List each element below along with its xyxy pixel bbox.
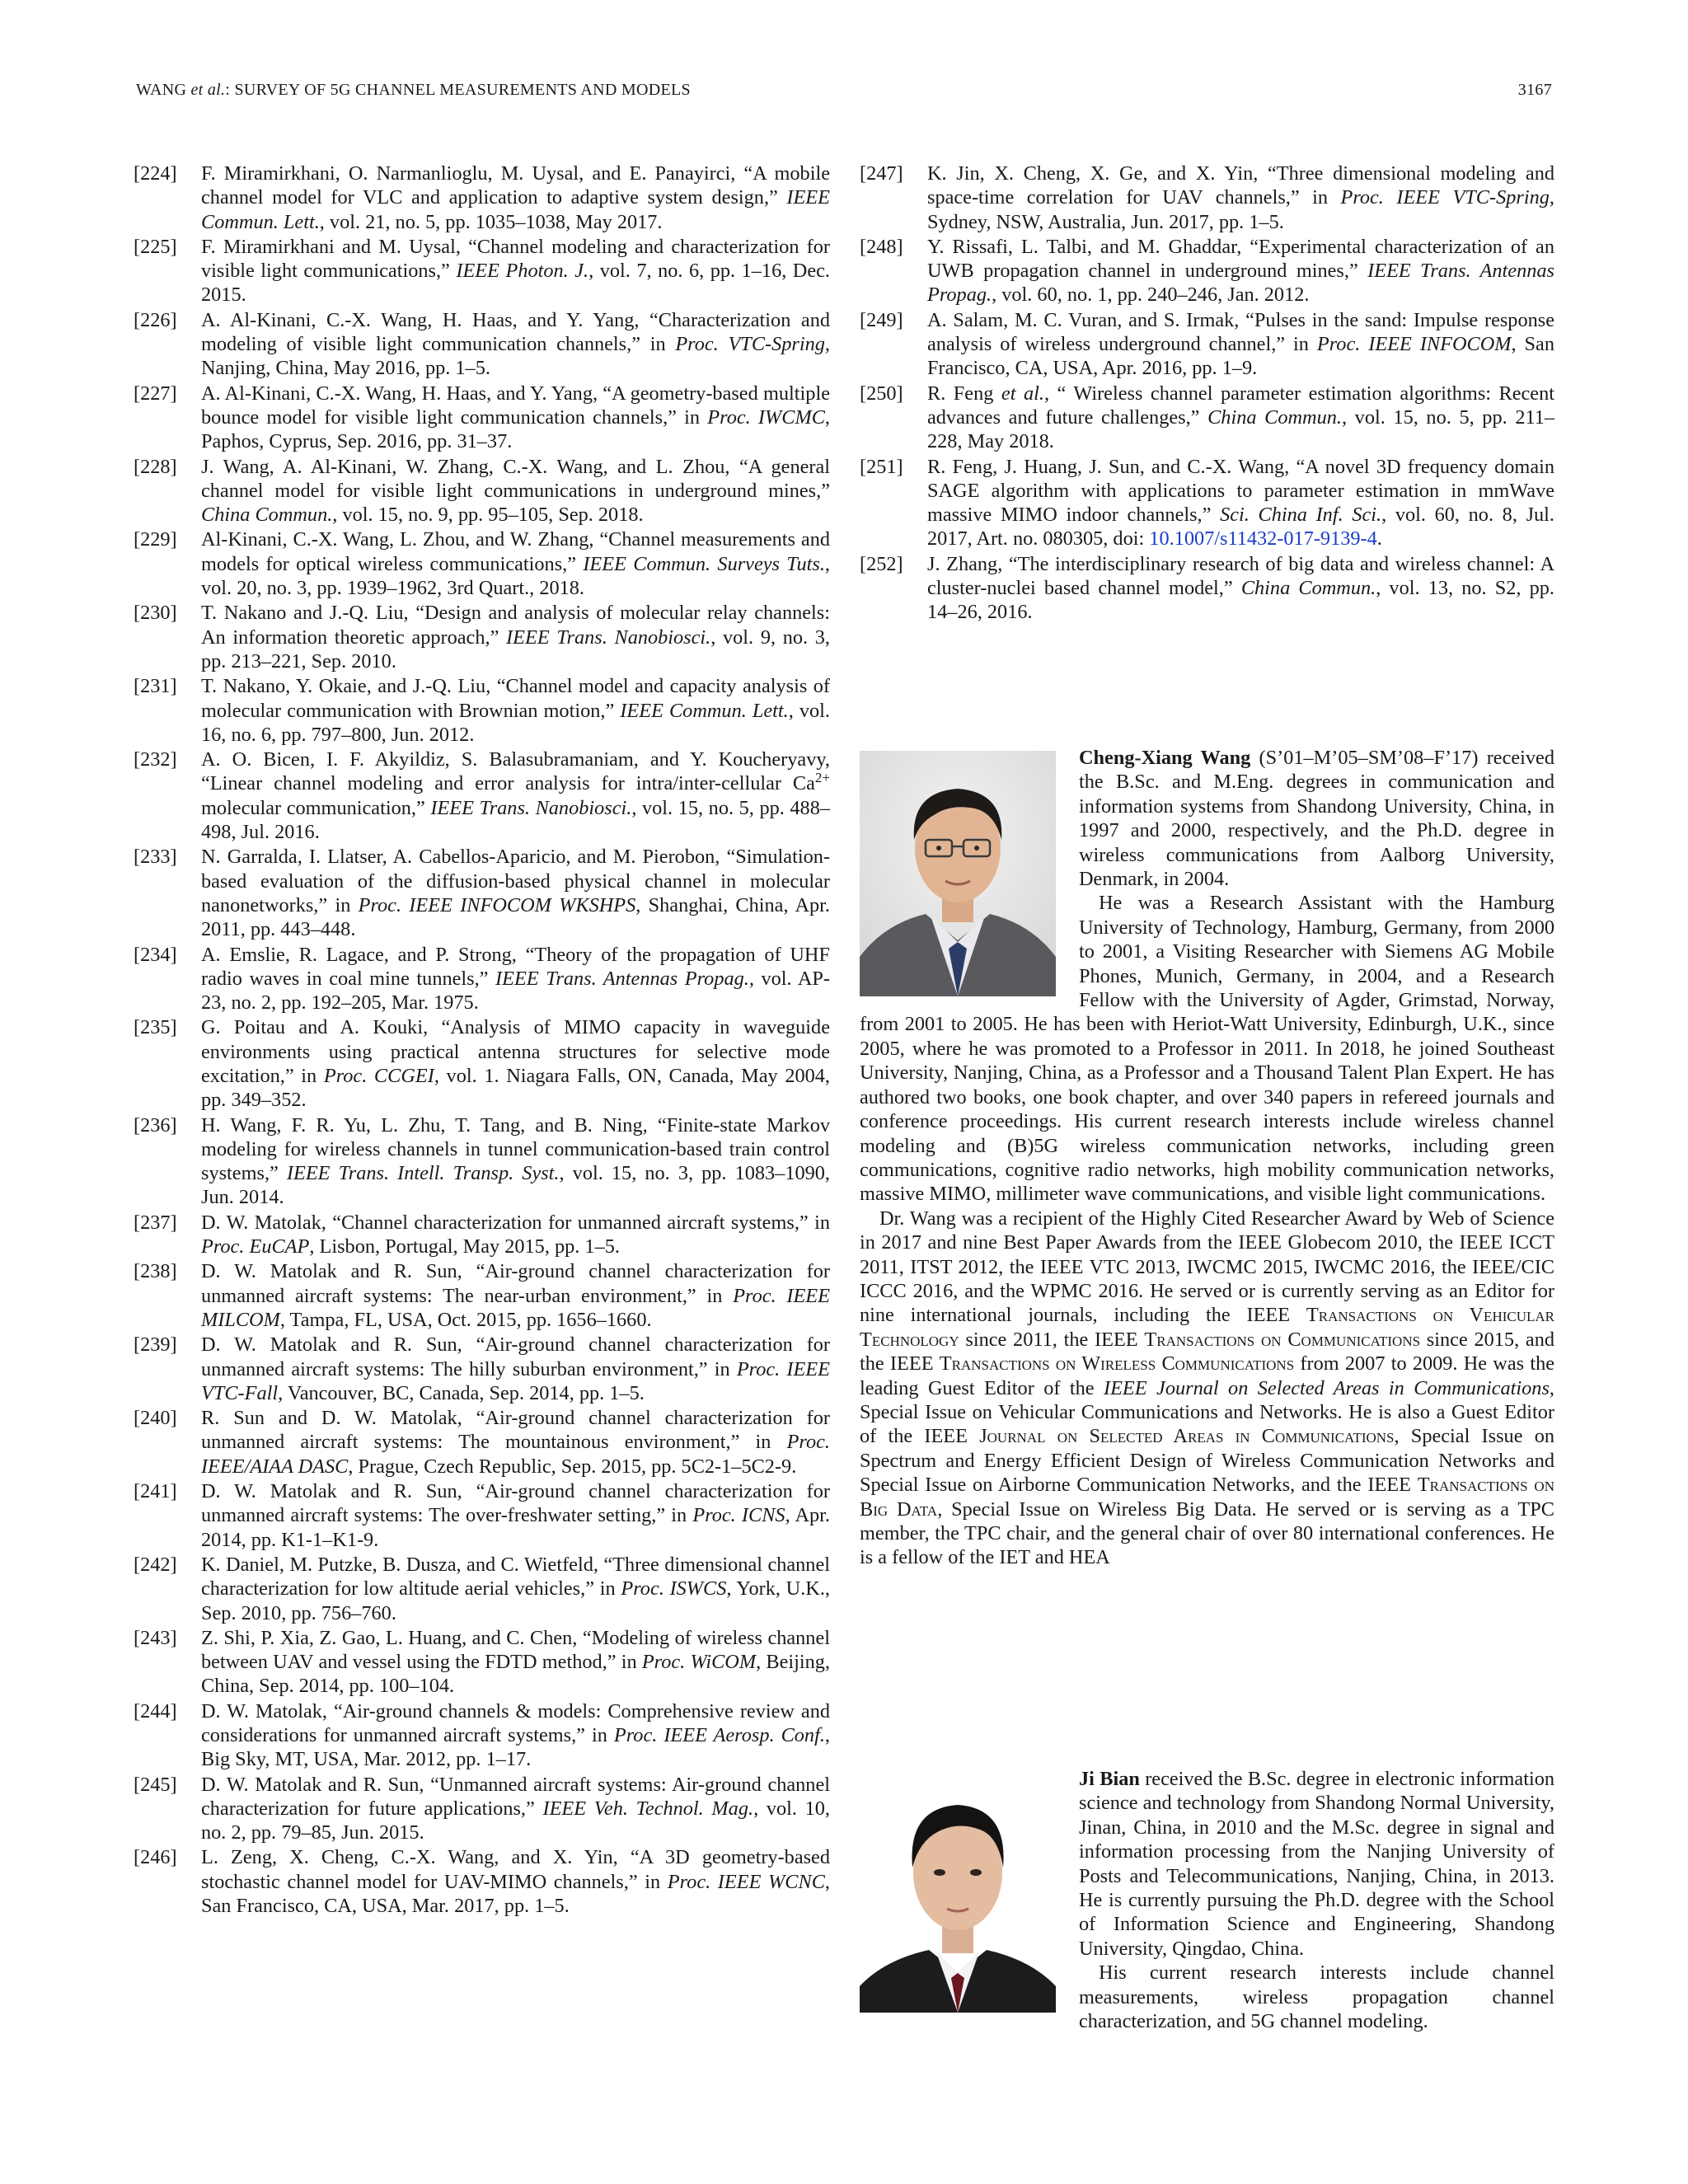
text-run: Proc. IEEE VTC-Fall xyxy=(201,1357,830,1404)
text-run: A. Salam, M. C. Vuran, and S. Irmak, “Pulses in the sand: Impulse response analysis of wireless underground channel,” in xyxy=(927,308,1554,356)
text-run: , San Francisco, CA, USA, Apr. 2016, pp. 1–9. xyxy=(927,333,1554,380)
author-photo-wang xyxy=(860,751,1056,996)
text-run: A. Al-Kinani, C.-X. Wang, H. Haas, and Y. Yang, “A geometry-based multiple bounce model for visible light communication channels,” in xyxy=(201,382,830,429)
reference-number: [237] xyxy=(134,1211,177,1234)
reference-text xyxy=(201,1333,830,1404)
page-number: 3167 xyxy=(1517,81,1552,99)
reference-text xyxy=(201,456,830,527)
text-run: , Special Issue on Vehicular Communications and Networks. He is also a Guest Editor of the IEEE xyxy=(860,1376,1554,1448)
reference-text xyxy=(201,748,830,843)
text-run: F. Miramirkhani and M. Uysal, “Channel modeling and characterization for visible light communications,” xyxy=(201,235,830,283)
text-run: He was a Research Assistant with the Hamburg University of Technology, Hamburg, Germany, from 2000 to 2001, a Visiting Researcher with Siemens AG Mobile Phones, Munich, Germany, in 2004, and a Research Fellow with the University of Agder, Grimstad, Norway, from 2001 to 2005. He has been with Heriot-Watt University, Edinburgh, U.K., since 2005, where he was promoted to a Professor in 2011. In 2018, he joined Southeast University, Nanjing, China, as a Professor and a Thousand Talent Plan Expert. He has authored two books, one book chapter, and over 340 papers in refereed journals and conference proceedings. His current research interests include wireless channel modeling and (B)5G wireless communication networks, including green communications, cognitive radio networks, high mobility communication networks, massive MIMO, millimeter wave communications, and visible light communications. xyxy=(860,892,1554,1206)
text-run: received the B.Sc. degree in electronic information science and technology from Shandong Normal University, Jinan, China, in 2010 and the M.Sc. degree in signal and information processing from the Nanjing University of Posts and Telecommunications, Nanjing, China, in 2013. He is currently pursuing the Ph.D. degree with the School of Information Science and Engineering, Shandong University, Qingdao, China. xyxy=(1079,1768,1554,1960)
text-run: A. Emslie, R. Lagace, and P. Strong, “Theory of the propagation of UHF radio waves in coal mine tunnels,” xyxy=(201,943,830,990)
reference-entry xyxy=(860,235,1554,307)
reference-entry xyxy=(134,1626,830,1699)
reference-text xyxy=(201,1480,830,1551)
author-bio-ji-bian xyxy=(860,1767,1554,2033)
text-run: , vol. 15, no. 9, pp. 95–105, Sep. 2018. xyxy=(332,504,644,527)
reference-text xyxy=(201,382,830,453)
text-run: from 2007 to 2009. He was the leading Guest Editor of the xyxy=(860,1352,1555,1399)
text-run: China Commun. xyxy=(1240,577,1376,600)
text-run: , vol. 21, no. 5, pp. 1035–1038, May 2017. xyxy=(319,210,663,233)
text-run: Z. Shi, P. Xia, Z. Gao, L. Huang, and C. Chen, “Modeling of wireless channel between UAV and vessel using the FDTD method,” in xyxy=(201,1626,830,1674)
reference-number: [247] xyxy=(860,162,903,185)
bio-paragraph xyxy=(860,1207,1554,1570)
reference-entry xyxy=(134,1553,830,1625)
text-run: Proc. IEEE/AIAA DASC xyxy=(201,1431,830,1478)
text-run: Ji Bian xyxy=(1079,1768,1140,1790)
reference-text xyxy=(201,602,830,673)
reference-entry xyxy=(134,748,830,844)
text-run: Proc. IEEE VTC-Spring xyxy=(1340,186,1550,209)
text-run: , Apr. 2014, pp. K1-1–K1-9. xyxy=(201,1504,830,1551)
text-run: (S’01–M’05–SM’08–F’17) received the B.Sc. and M.Eng. degrees in communication and information systems from Shandong University, China, in 1997 and 2000, respectively, and the Ph.D. degree in wireless communications from Aalborg University, Denmark, in 2004. xyxy=(1079,747,1554,891)
text-run: since 2015, and the IEEE xyxy=(860,1328,1554,1376)
text-run: D. W. Matolak, “Channel characterization for unmanned aircraft systems,” in xyxy=(201,1211,830,1234)
reference-entry xyxy=(860,308,1554,381)
reference-text xyxy=(201,944,830,1015)
text-run: IEEE Trans. Antennas Propag. xyxy=(927,260,1554,307)
text-run: Transactions on Big Data xyxy=(860,1474,1554,1521)
text-run: , Paphos, Cyprus, Sep. 2016, pp. 31–37. xyxy=(201,405,830,453)
text-run: IEEE Commun. Surveys Tuts. xyxy=(583,552,825,575)
text-run: , Beijing, China, Sep. 2014, pp. 100–104. xyxy=(201,1651,830,1698)
text-run: Sci. China Inf. Sci. xyxy=(1220,504,1382,527)
reference-entry xyxy=(134,1259,830,1332)
text-run: IEEE Veh. Technol. Mag. xyxy=(542,1797,754,1820)
text-run: Proc. IEEE Aerosp. Conf. xyxy=(613,1724,825,1746)
reference-entry xyxy=(134,943,830,1015)
reference-entry xyxy=(134,162,830,234)
text-run: IEEE Commun. Lett. xyxy=(620,699,789,722)
text-run: H. Wang, F. R. Yu, L. Zhu, T. Tang, and B. Ning, “Finite-state Markov modeling for wireless channels in tunnel communication-based train control systems,” xyxy=(201,1113,830,1185)
text-run: , Prague, Czech Republic, Sep. 2015, pp. 5C2-1–5C2-9. xyxy=(348,1455,797,1478)
text-run: His current research interests include channel measurements, wireless propagation channel characterization, and 5G channel modeling. xyxy=(1079,1961,1554,2033)
text-run: Proc. VTC-Spring xyxy=(675,333,825,356)
reference-entry xyxy=(134,1479,830,1552)
reference-entry xyxy=(134,235,830,307)
reference-number: [246] xyxy=(134,1846,177,1869)
text-run: , Vancouver, BC, Canada, Sep. 2014, pp. 1–5. xyxy=(278,1381,645,1404)
text-run: et al. xyxy=(1001,382,1044,405)
text-run: J. Zhang, “The interdisciplinary research of big data and wireless channel: A cluster-nuclei based channel model,” xyxy=(927,552,1554,600)
text-run: Proc. IEEE INFOCOM xyxy=(1316,333,1512,356)
reference-number: [233] xyxy=(134,846,177,869)
reference-entry xyxy=(860,382,1554,454)
reference-number: [234] xyxy=(134,943,177,966)
reference-number: [225] xyxy=(134,235,177,258)
reference-text xyxy=(201,528,830,599)
text-run: , vol. 7, no. 6, pp. 1–16, Dec. 2015. xyxy=(201,260,830,307)
reference-number: [241] xyxy=(134,1480,177,1503)
text-run: , Tampa, FL, USA, Oct. 2015, pp. 1656–1660. xyxy=(279,1308,652,1331)
reference-text xyxy=(201,1554,830,1624)
text-run: , vol. 20, no. 3, pp. 1939–1962, 3rd Quart., 2018. xyxy=(201,552,830,600)
text-run: 2+ xyxy=(814,770,830,786)
reference-text xyxy=(201,1774,830,1844)
reference-entry xyxy=(134,308,830,381)
text-run: J. Wang, A. Al-Kinani, W. Zhang, C.-X. Wang, and L. Zhou, “A general channel model for visible light communications in underground mines,” xyxy=(201,455,830,502)
text-run: , “ Wireless channel parameter estimation algorithms: Recent advances and future challenges,” xyxy=(927,382,1554,429)
reference-number: [224] xyxy=(134,162,177,185)
text-run: China Commun. xyxy=(201,504,333,527)
text-run: T. Nakano, Y. Okaie, and J.-Q. Liu, “Channel model and capacity analysis of molecular communication with Brownian motion,” xyxy=(201,675,830,722)
reference-text xyxy=(201,309,830,380)
text-run: , vol. 15, no. 3, pp. 1083–1090, Jun. 2014. xyxy=(201,1162,831,1209)
reference-entry xyxy=(134,382,830,454)
text-run: Proc. IEEE MILCOM xyxy=(201,1284,830,1331)
text-run: D. W. Matolak and R. Sun, “Air-ground channel characterization for unmanned aircraft systems: The hilly suburban environment,” in xyxy=(201,1333,830,1380)
reference-text xyxy=(201,1212,830,1258)
reference-number: [243] xyxy=(134,1626,177,1649)
text-run: China Commun. xyxy=(1207,405,1342,429)
reference-text xyxy=(927,162,1554,233)
text-run: T. Nakano and J.-Q. Liu, “Design and analysis of molecular relay channels: An information theoretic approach,” xyxy=(201,602,830,649)
text-run: R. Feng, J. Huang, J. Sun, and C.-X. Wang, “A novel 3D frequency domain SAGE algorithm with applications to parameter estimation in mmWave massive MIMO indoor channels,” xyxy=(927,455,1554,527)
references-left-column xyxy=(134,162,830,1919)
reference-entry xyxy=(134,1699,830,1772)
text-run: , Special Issue on Wireless Big Data. He served or is serving as a TPC member, the TPC chair, and the general chair of over 80 international conferences. He is a fellow of the IET and HEA xyxy=(860,1497,1554,1569)
reference-entry xyxy=(860,162,1554,234)
reference-text xyxy=(927,553,1554,624)
reference-entry xyxy=(134,527,830,600)
references-right-column xyxy=(860,162,1554,626)
text-run: Proc. ISWCS xyxy=(621,1577,727,1601)
text-run: IEEE Trans. Nanobiosci. xyxy=(430,796,632,819)
reference-entry xyxy=(134,601,830,673)
text-run: Proc. IWCMC xyxy=(707,405,825,429)
reference-entry xyxy=(134,1773,830,1845)
reference-number: [239] xyxy=(134,1333,177,1357)
text-run: , vol. 9, no. 3, pp. 213–221, Sep. 2010. xyxy=(201,626,831,673)
text-run: IEEE Trans. Antennas Propag. xyxy=(495,967,749,990)
text-run: . xyxy=(1376,527,1382,551)
text-run: , vol. 60, no. 1, pp. 240–246, Jan. 2012. xyxy=(992,284,1310,307)
reference-number: [249] xyxy=(860,308,903,331)
text-run: Proc. IEEE INFOCOM WKSHPS xyxy=(358,893,636,916)
reference-number: [227] xyxy=(134,382,177,405)
text-run: , Special Issue on Spectrum and Energy Efficient Design of Wireless Communication Networks and Special Issue on Airborne Communication Networks, and the IEEE xyxy=(860,1425,1554,1497)
reference-number: [242] xyxy=(134,1553,177,1576)
reference-text xyxy=(201,1627,830,1698)
reference-number: [228] xyxy=(134,455,177,478)
reference-number: [244] xyxy=(134,1699,177,1722)
reference-number: [248] xyxy=(860,235,903,258)
reference-number: [235] xyxy=(134,1016,177,1039)
reference-entry xyxy=(134,1406,830,1479)
text-run: since 2011, the IEEE xyxy=(959,1328,1145,1351)
text-run: N. Garralda, I. Llatser, A. Cabellos-Aparicio, and M. Pierobon, “Simulation-based evaluation of the diffusion-based physical channel in molecular nanonetworks,” in xyxy=(201,846,830,916)
reference-text xyxy=(201,1700,830,1771)
text-run: , vol. 10, no. 2, pp. 79–85, Jun. 2015. xyxy=(201,1797,831,1844)
reference-number: [236] xyxy=(134,1113,177,1137)
reference-number: [251] xyxy=(860,455,903,478)
text-run: Transactions on Wireless Communications xyxy=(939,1352,1295,1376)
text-run: D. W. Matolak and R. Sun, “Air-ground channel characterization for unmanned aircraft systems: The over-freshwater setting,” in xyxy=(201,1480,830,1527)
text-run: G. Poitau and A. Kouki, “Analysis of MIMO capacity in waveguide environments using practical antenna structures for selective mode excitation,” in xyxy=(201,1016,830,1087)
text-run: , vol. 13, no. S2, pp. 14–26, 2016. xyxy=(927,577,1554,624)
text-run: D. W. Matolak and R. Sun, “Air-ground channel characterization for unmanned aircraft systems: The near-urban environment,” in xyxy=(201,1260,830,1307)
reference-text xyxy=(201,1846,830,1917)
author-bio-cheng-xiang-wang xyxy=(860,746,1554,1570)
text-run: , vol. AP-23, no. 2, pp. 192–205, Mar. 1975. xyxy=(201,967,830,1015)
reference-entry xyxy=(134,1113,830,1210)
reference-entry xyxy=(134,1211,830,1259)
text-run: Proc. EuCAP xyxy=(201,1235,310,1258)
text-run: D. W. Matolak, “Air-ground channels & models: Comprehensive review and considerations for unmanned aircraft systems,” in xyxy=(201,1699,830,1746)
text-run: R. Feng xyxy=(927,382,1001,405)
text-run: IEEE Photon. J. xyxy=(456,260,589,283)
text-run: Proc. CCGEI xyxy=(323,1064,434,1087)
reference-entry xyxy=(134,1015,830,1112)
running-head-title: WANG et al.: SURVEY OF 5G CHANNEL MEASUREMENTS AND MODELS xyxy=(136,81,691,99)
text-run: R. Sun and D. W. Matolak, “Air-ground channel characterization for unmanned aircraft systems: The mountainous environment,” in xyxy=(201,1407,830,1454)
reference-entry xyxy=(134,674,830,747)
author-photo-bian xyxy=(860,1772,1056,2013)
text-run: K. Daniel, M. Putzke, B. Dusza, and C. Wietfeld, “Three dimensional channel characterization for low altitude aerial vehicles,” in xyxy=(201,1553,830,1601)
text-run: , vol. 60, no. 8, Jul. 2017, Art. no. 080305, doi: xyxy=(927,504,1555,551)
reference-entry xyxy=(860,552,1554,625)
reference-number: [240] xyxy=(134,1407,177,1430)
reference-text xyxy=(201,1407,830,1478)
reference-entry xyxy=(134,455,830,527)
text-run: , Shanghai, China, Apr. 2011, pp. 443–448. xyxy=(201,893,830,941)
text-run: , York, U.K., Sep. 2010, pp. 756–760. xyxy=(201,1577,830,1624)
reference-text xyxy=(927,456,1554,551)
text-run: Al-Kinani, C.-X. Wang, L. Zhou, and W. Zhang, “Channel measurements and models for optical wireless communications,” xyxy=(201,528,830,575)
text-run: Cheng-Xiang Wang xyxy=(1079,747,1251,769)
reference-text xyxy=(201,1016,830,1111)
text-run: IEEE Commun. Lett. xyxy=(201,186,830,233)
reference-text xyxy=(201,162,830,233)
text-run: , vol. 16, no. 6, pp. 797–800, Jun. 2012. xyxy=(201,699,830,746)
reference-text xyxy=(201,236,830,307)
reference-text xyxy=(927,309,1554,380)
text-run: Proc. IEEE WCNC xyxy=(667,1870,825,1893)
text-run: Proc. WiCOM xyxy=(641,1651,757,1674)
reference-entry xyxy=(134,845,830,941)
text-run: Transactions on Vehicular Technology xyxy=(860,1304,1555,1351)
text-run: IEEE Journal on Selected Areas in Communications xyxy=(1104,1376,1550,1399)
reference-number: [231] xyxy=(134,675,177,698)
reference-number: [252] xyxy=(860,552,903,575)
reference-number: [226] xyxy=(134,308,177,331)
reference-entry xyxy=(134,1333,830,1405)
reference-text xyxy=(927,382,1554,453)
text-run: A. Al-Kinani, C.-X. Wang, H. Haas, and Y. Yang, “Characterization and modeling of visible light communication channels,” in xyxy=(201,308,830,356)
text-run: , vol. 1. Niagara Falls, ON, Canada, May 2004, pp. 349–352. xyxy=(201,1064,830,1112)
text-run: Journal on Selected Areas in Communications xyxy=(979,1425,1395,1448)
text-run: , vol. 15, no. 5, pp. 488–498, Jul. 2016. xyxy=(201,796,830,844)
text-run: Transactions on Communications xyxy=(1144,1328,1421,1351)
text-run: Dr. Wang was a recipient of the Highly Cited Researcher Award by Web of Science in 2017 and nine Best Paper Awards from the IEEE Globecom 2010, the IEEE ICCT 2011, ITST 2012, the IEEE VTC 2013, IWCMC 2015, IWCMC 2016, the IEEE/CIC ICCC 2016, and the WPMC 2016. He served or is currently serving as an Editor for nine international journals, including the IEEE xyxy=(860,1207,1554,1327)
text-run: A. O. Bicen, I. F. Akyildiz, S. Balasubramaniam, and Y. Koucheryavy, “Linear channel modeling and error analysis for intra/inter-cellular Ca xyxy=(201,748,830,795)
reference-text xyxy=(201,675,830,746)
text-run: IEEE Trans. Nanobiosci. xyxy=(506,626,711,649)
reference-number: [238] xyxy=(134,1260,177,1283)
reference-entry xyxy=(134,1845,830,1918)
reference-number: [230] xyxy=(134,602,177,625)
text-run: Y. Rissafi, L. Talbi, and M. Ghaddar, “Experimental characterization of an UWB propagation channel in underground mines,” xyxy=(927,235,1554,283)
text-run: Proc. ICNS xyxy=(692,1504,785,1527)
text-run: , Big Sky, MT, USA, Mar. 2012, pp. 1–17. xyxy=(201,1724,830,1771)
text-run: F. Miramirkhani, O. Narmanlioglu, M. Uysal, and E. Panayirci, “A mobile channel model for VLC and application to adaptive system design,” xyxy=(201,162,830,209)
reference-text xyxy=(201,846,830,940)
reference-number: [245] xyxy=(134,1773,177,1796)
text-run: , vol. 15, no. 5, pp. 211–228, May 2018. xyxy=(927,405,1555,453)
text-run: , San Francisco, CA, USA, Mar. 2017, pp. 1–5. xyxy=(201,1870,830,1918)
doi-link[interactable]: 10.1007/s11432-017-9139-4 xyxy=(1149,527,1377,551)
text-run: K. Jin, X. Cheng, X. Ge, and X. Yin, “Three dimensional modeling and space-time correlation for UAV channels,” in xyxy=(927,162,1554,209)
text-run: D. W. Matolak and R. Sun, “Unmanned aircraft systems: Air-ground channel characterization for future applications,” xyxy=(201,1773,830,1820)
reference-text xyxy=(201,1260,830,1331)
reference-number: [229] xyxy=(134,528,177,551)
reference-entry xyxy=(860,455,1554,551)
reference-text xyxy=(927,236,1554,307)
text-run: , Nanjing, China, May 2016, pp. 1–5. xyxy=(201,333,830,380)
reference-number: [250] xyxy=(860,382,903,405)
text-run: , Lisbon, Portugal, May 2015, pp. 1–5. xyxy=(309,1235,620,1258)
text-run: , Sydney, NSW, Australia, Jun. 2017, pp. 1–5. xyxy=(927,186,1554,233)
text-run: L. Zeng, X. Cheng, C.-X. Wang, and X. Yin, “A 3D geometry-based stochastic channel model for UAV-MIMO channels,” in xyxy=(201,1846,830,1893)
text-run: IEEE Trans. Intell. Transp. Syst. xyxy=(286,1162,560,1185)
running-head xyxy=(136,81,1552,105)
reference-number: [232] xyxy=(134,748,177,771)
text-run: molecular communication,” xyxy=(201,796,431,819)
reference-text xyxy=(201,1114,830,1209)
